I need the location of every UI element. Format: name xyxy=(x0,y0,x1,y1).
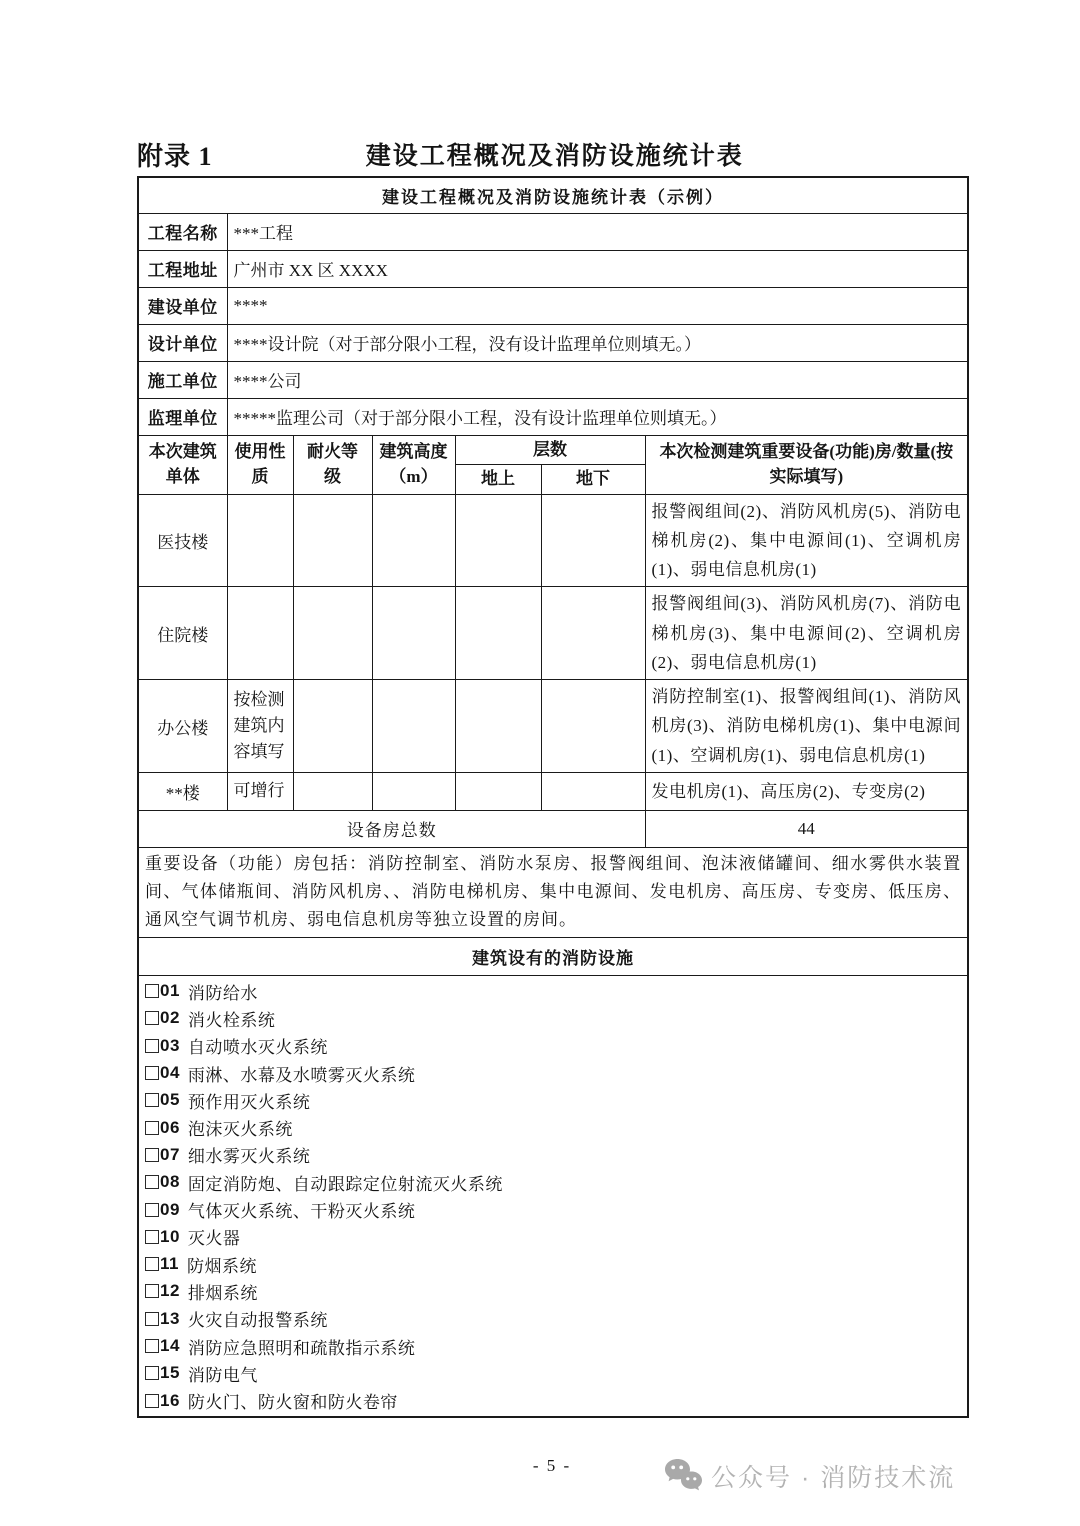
facility-item xyxy=(145,1223,961,1250)
facility-number: 08 xyxy=(160,1172,180,1192)
col-header-equipment: 本次检测建筑重要设备(功能)房/数量(按实际填写) xyxy=(645,435,968,494)
checkbox-icon[interactable] xyxy=(145,1257,159,1271)
checkbox-icon[interactable] xyxy=(145,1394,159,1408)
col-header-floors-below: 地下 xyxy=(541,465,645,495)
checkbox-icon[interactable] xyxy=(145,1093,159,1107)
facility-number: 10 xyxy=(160,1226,180,1246)
building-floors-above xyxy=(455,772,541,810)
facility-item xyxy=(145,1087,961,1114)
facility-number: 02 xyxy=(160,1008,180,1028)
facility-label: 排烟系统 xyxy=(187,1283,258,1303)
facility-item xyxy=(145,1032,961,1059)
col-header-floors: 层数 xyxy=(455,435,645,465)
facility-item xyxy=(145,1251,961,1278)
facility-item xyxy=(145,1387,961,1414)
info-row-construction-contractor xyxy=(138,361,968,398)
facility-number: 07 xyxy=(160,1144,180,1164)
facilities-section-title: 建筑设有的消防设施 xyxy=(138,937,968,975)
building-usage: 可增行 xyxy=(227,772,293,810)
facility-number: 11 xyxy=(160,1254,179,1274)
facility-label: 火灾自动报警系统 xyxy=(187,1311,328,1331)
facility-item xyxy=(145,1005,961,1032)
col-header-unit: 本次建筑单体 xyxy=(138,435,227,494)
building-row-extra xyxy=(138,772,968,810)
page-number: - 5 - xyxy=(532,1456,572,1475)
facility-number: 06 xyxy=(160,1117,180,1137)
facility-label: 自动喷水灭火系统 xyxy=(187,1038,328,1058)
building-unit: **楼 xyxy=(138,772,227,810)
checkbox-icon[interactable] xyxy=(145,1011,159,1025)
building-unit: 住院楼 xyxy=(138,587,227,680)
building-equipment: 消防控制室(1)、报警阀组间(1)、消防风机房(3)、消防电梯机房(1)、集中电源间(1)、空调机房(1)、弱电信息机房(1) xyxy=(645,680,968,773)
wechat-icon xyxy=(664,1458,702,1494)
facility-item xyxy=(145,1278,961,1305)
appendix-label: 附录 1 xyxy=(137,141,213,171)
contractor-label: 施工单位 xyxy=(138,361,227,398)
building-height xyxy=(372,587,455,680)
facility-item xyxy=(145,1360,961,1387)
facility-number: 12 xyxy=(160,1281,180,1301)
construction-unit-label: 建设单位 xyxy=(138,287,227,324)
info-row-supervision-unit xyxy=(138,398,968,435)
equipment-total-value: 44 xyxy=(645,810,968,847)
facility-label: 消火栓系统 xyxy=(187,1010,276,1030)
checkbox-icon[interactable] xyxy=(145,1121,159,1135)
supervision-unit-label: 监理单位 xyxy=(138,398,227,435)
statistics-table xyxy=(137,176,969,1418)
project-address-value: 广州市 XX 区 XXXX xyxy=(227,250,968,287)
building-height xyxy=(372,494,455,587)
building-floors-below xyxy=(541,587,645,680)
building-floors-above xyxy=(455,494,541,587)
building-fire-rating xyxy=(293,680,372,773)
checkbox-icon[interactable] xyxy=(145,1312,159,1326)
facility-item xyxy=(145,1141,961,1168)
col-header-height: 建筑高度（m） xyxy=(372,435,455,494)
building-fire-rating xyxy=(293,494,372,587)
equipment-total-row xyxy=(138,810,968,847)
building-usage: 按检测建筑内容填写 xyxy=(227,680,293,773)
building-usage xyxy=(227,587,293,680)
info-row-design-unit xyxy=(138,324,968,361)
facility-item xyxy=(145,1169,961,1196)
building-floors-above xyxy=(455,680,541,773)
important-rooms-note: 重要设备（功能）房包括：消防控制室、消防水泵房、报警阀组间、泡沫液储罐间、细水雾供水装置间、气体储瓶间、消防风机房、、消防电梯机房、集中电源间、发电机房、高压房、专变房、低压房、通风空气调节机房、弱电信息机房等独立设置的房间。 xyxy=(138,847,968,937)
watermark-text: 公众号 · 消防技术流 xyxy=(711,1464,956,1492)
facility-number: 09 xyxy=(160,1199,180,1219)
facility-number: 03 xyxy=(160,1035,180,1055)
project-name-value: ***工程 xyxy=(227,213,968,250)
facility-item xyxy=(145,1114,961,1141)
building-unit: 办公楼 xyxy=(138,680,227,773)
facility-number: 05 xyxy=(160,1090,180,1110)
table-title: 建设工程概况及消防设施统计表（示例） xyxy=(138,177,968,213)
facility-number: 16 xyxy=(160,1390,180,1410)
facility-item xyxy=(145,978,961,1005)
building-table-header-row xyxy=(138,435,968,465)
checkbox-icon[interactable] xyxy=(145,1066,159,1080)
facility-label: 消防给水 xyxy=(187,983,258,1003)
document-heading xyxy=(137,134,967,174)
facility-item xyxy=(145,1059,961,1086)
facilities-checklist xyxy=(138,975,968,1417)
checkbox-icon[interactable] xyxy=(145,984,159,998)
document-title: 建设工程概况及消防设施统计表 xyxy=(365,143,744,170)
facility-label: 防烟系统 xyxy=(186,1256,257,1276)
facility-label: 防火门、防火窗和防火卷帘 xyxy=(187,1393,398,1413)
equipment-total-label: 设备房总数 xyxy=(138,810,645,847)
checkbox-icon[interactable] xyxy=(145,1148,159,1162)
checkbox-icon[interactable] xyxy=(145,1339,159,1353)
facility-item xyxy=(145,1196,961,1223)
building-height xyxy=(372,772,455,810)
facility-number: 14 xyxy=(160,1336,180,1356)
facility-label: 细水雾灭火系统 xyxy=(187,1147,311,1167)
checkbox-icon[interactable] xyxy=(145,1175,159,1189)
building-row-inpatient xyxy=(138,587,968,680)
col-header-floors-above: 地上 xyxy=(455,465,541,495)
building-floors-below xyxy=(541,772,645,810)
building-fire-rating xyxy=(293,587,372,680)
facility-number: 01 xyxy=(160,981,180,1001)
watermark xyxy=(664,1458,955,1494)
design-unit-label: 设计单位 xyxy=(138,324,227,361)
building-floors-below xyxy=(541,680,645,773)
building-floors-below xyxy=(541,494,645,587)
facility-label: 固定消防炮、自动跟踪定位射流灭火系统 xyxy=(187,1174,503,1194)
building-equipment: 报警阀组间(2)、消防风机房(5)、消防电梯机房(2)、集中电源间(1)、空调机房(1)、弱电信息机房(1) xyxy=(645,494,968,587)
building-equipment: 发电机房(1)、高压房(2)、专变房(2) xyxy=(645,772,968,810)
info-row-project-name xyxy=(138,213,968,250)
project-name-label: 工程名称 xyxy=(138,213,227,250)
building-height xyxy=(372,680,455,773)
design-unit-value: ****设计院（对于部分限小工程，没有设计监理单位则填无。） xyxy=(227,324,968,361)
building-fire-rating xyxy=(293,772,372,810)
building-row-office xyxy=(138,680,968,773)
facility-label: 预作用灭火系统 xyxy=(187,1092,311,1112)
building-row-medical xyxy=(138,494,968,587)
checkbox-icon[interactable] xyxy=(145,1039,159,1053)
facility-number: 13 xyxy=(160,1308,180,1328)
building-equipment: 报警阀组间(3)、消防风机房(7)、消防电梯机房(3)、集中电源间(2)、空调机房(2)、弱电信息机房(1) xyxy=(645,587,968,680)
facility-number: 04 xyxy=(160,1063,180,1083)
facility-label: 雨淋、水幕及水喷雾灭火系统 xyxy=(187,1065,416,1085)
facility-label: 气体灭火系统、干粉灭火系统 xyxy=(187,1202,416,1222)
facility-label: 灭火器 xyxy=(187,1229,241,1249)
facility-label: 消防应急照明和疏散指示系统 xyxy=(187,1338,416,1358)
building-floors-above xyxy=(455,587,541,680)
checkbox-icon[interactable] xyxy=(145,1203,159,1217)
supervision-unit-value: *****监理公司（对于部分限小工程，没有设计监理单位则填无。） xyxy=(227,398,968,435)
col-header-fire-rating: 耐火等级 xyxy=(293,435,372,494)
facility-number: 15 xyxy=(160,1363,180,1383)
checkbox-icon[interactable] xyxy=(145,1366,159,1380)
facility-item xyxy=(145,1332,961,1359)
building-usage xyxy=(227,494,293,587)
col-header-usage: 使用性质 xyxy=(227,435,293,494)
info-row-project-address xyxy=(138,250,968,287)
facility-label: 泡沫灭火系统 xyxy=(187,1120,293,1140)
project-address-label: 工程地址 xyxy=(138,250,227,287)
building-unit: 医技楼 xyxy=(138,494,227,587)
info-row-construction-unit xyxy=(138,287,968,324)
contractor-value: ****公司 xyxy=(227,361,968,398)
facility-label: 消防电气 xyxy=(187,1365,258,1385)
checkbox-icon[interactable] xyxy=(145,1230,159,1244)
construction-unit-value: **** xyxy=(227,287,968,324)
checkbox-icon[interactable] xyxy=(145,1284,159,1298)
facility-item xyxy=(145,1305,961,1332)
